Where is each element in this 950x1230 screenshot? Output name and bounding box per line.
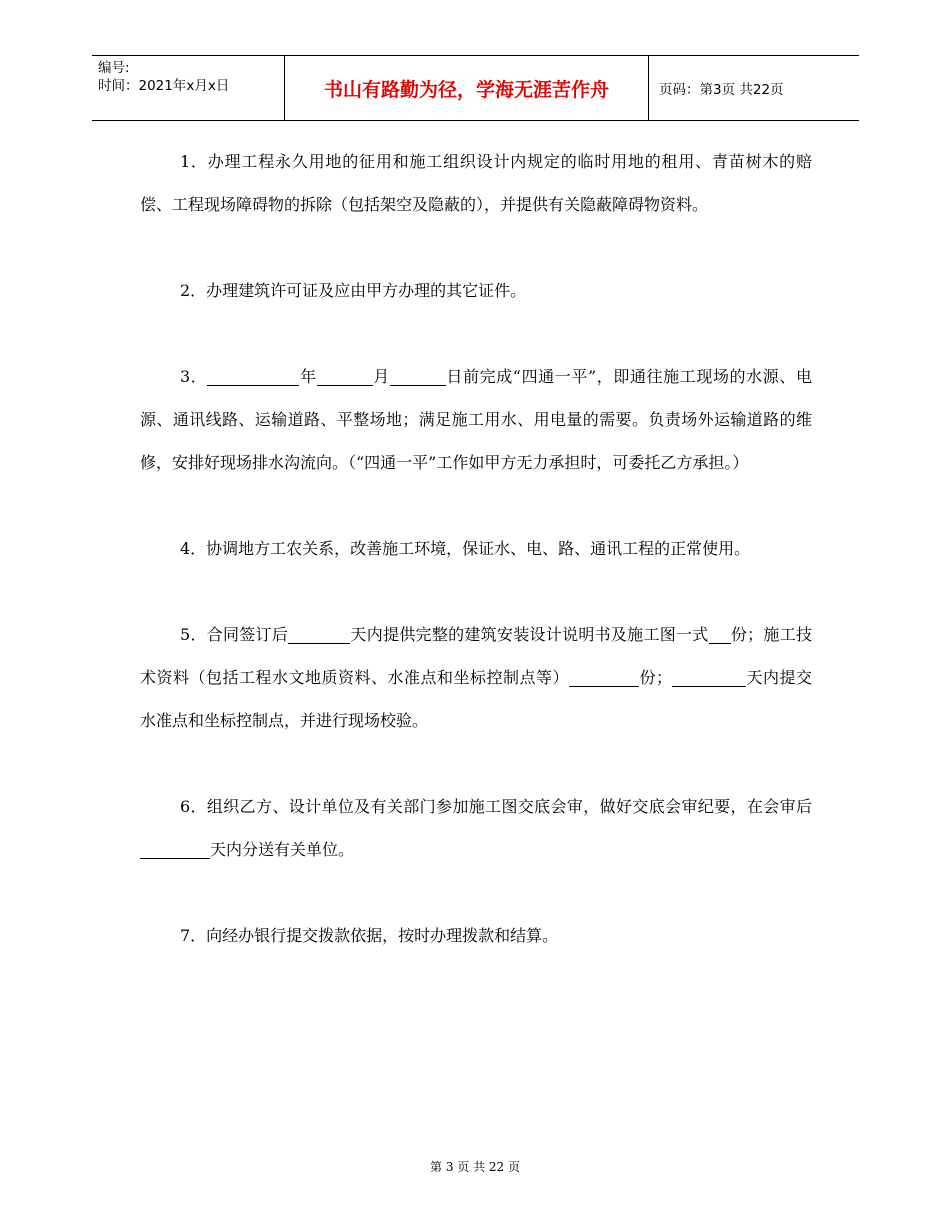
clause-5-text-e: 天内提交水准点和坐标控制点，并进行现场校验。	[140, 668, 812, 730]
benchmark-days-blank	[672, 670, 746, 687]
page-footer: 第 3 页 共 22 页	[430, 1160, 520, 1174]
clause-3	[140, 355, 812, 484]
month-blank	[317, 369, 373, 386]
days-blank	[288, 627, 350, 644]
header-page-number: 页码：第3页 共22页	[659, 82, 784, 98]
document-time-label: 时间：2021年x月x日	[98, 78, 230, 94]
clause-6-text-a: 6．组织乙方、设计单位及有关部门参加施工图交底会审，做好交底会审纪要，在会审后	[180, 797, 812, 816]
clause-6-text-b: 天内分送有关单位。	[210, 840, 355, 859]
clause-5-text-b: 天内提供完整的建筑安装设计说明书及施工图一式	[350, 625, 709, 644]
clause-1: 1．办理工程永久用地的征用和施工组织设计内规定的临时用地的租用、青苗树木的赔偿、工程现场障碍物的拆除（包括架空及隐蔽的），并提供有关隐蔽障碍物资料。	[140, 152, 812, 214]
clause-5-text-a: 5．合同签订后	[180, 625, 289, 644]
header-meta	[92, 56, 285, 120]
clause-3-number: 3．	[180, 367, 208, 386]
year-blank	[207, 369, 299, 386]
clause-5	[140, 613, 812, 742]
clause-3-text: 日前完成“四通一平”，即通往施工现场的水源、电源、通讯线路、运输道路、平整场地；满足施工用水、用电量的需要。负责场外运输道路的维修，安排好现场排水沟流向。（“四通一平”工作如甲方无力承担时，可委托乙方承担。）	[140, 367, 812, 472]
clause-6	[140, 785, 812, 871]
clause-7: 7．向经办银行提交拨款依据，按时办理拨款和结算。	[180, 926, 559, 945]
materials-copies-blank	[569, 670, 639, 687]
page-header	[92, 55, 859, 121]
document-body	[140, 140, 812, 1000]
document-number-label: 编号:	[98, 60, 130, 76]
clause-5-text-c: 份；施工技术资料（包括工程水文地质资料、水准点和坐标控制点等）	[140, 625, 812, 687]
copies-blank	[709, 627, 731, 644]
header-motto: 书山有路勤为径，学海无涯苦作舟	[285, 56, 649, 120]
day-blank	[390, 369, 446, 386]
review-days-blank	[140, 842, 210, 859]
clause-5-text-d: 份；	[638, 668, 672, 687]
year-text: 年	[299, 367, 317, 386]
clause-2: 2．办理建筑许可证及应由甲方办理的其它证件。	[180, 281, 527, 300]
clause-4: 4．协调地方工农关系，改善施工环境，保证水、电、路、通讯工程的正常使用。	[180, 539, 751, 558]
month-text: 月	[372, 367, 390, 386]
